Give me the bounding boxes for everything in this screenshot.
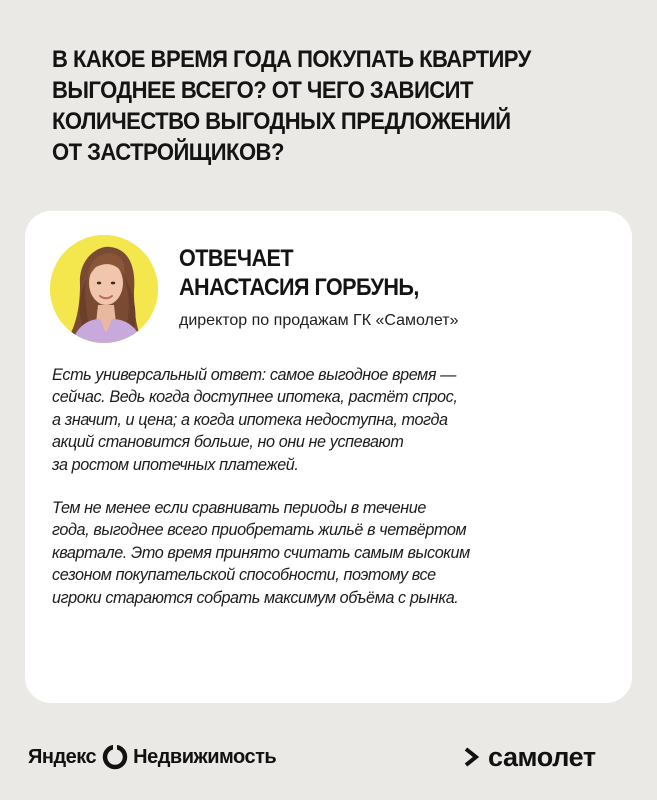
headline-line: ОТ ЗАСТРОЙЩИКОВ? — [52, 139, 284, 166]
answer-line: года, выгоднее всего приобретать жильё в четвёртом — [52, 521, 467, 540]
headline-line: ВЫГОДНЕЕ ВСЕГО? ОТ ЧЕГО ЗАВИСИТ — [52, 77, 473, 104]
answer-line: а значит, и цена; а когда ипотека недоступна, тогда — [52, 410, 448, 429]
answer-line: Тем не менее если сравнивать периоды в течение — [52, 499, 426, 518]
yandex-word: Яндекс — [28, 745, 97, 768]
speaker-avatar — [50, 235, 158, 343]
headline-line: В КАКОЕ ВРЕМЯ ГОДА ПОКУПАТЬ КВАРТИРУ — [52, 46, 531, 73]
speaker-name — [179, 244, 557, 302]
answer-paragraph — [52, 497, 612, 609]
answer-line: Есть универсальный ответ: самое выгодное время — — [52, 366, 456, 384]
headline-line: КОЛИЧЕСТВО ВЫГОДНЫХ ПРЕДЛОЖЕНИЙ — [52, 108, 511, 135]
answer-line: сейчас. Ведь когда доступнее ипотека, растёт спрос, — [52, 388, 458, 407]
realty-word: Недвижимость — [133, 745, 277, 768]
speaker-caption-line: АНАСТАСИЯ ГОРБУНЬ, — [179, 274, 419, 301]
answer-line: за ростом ипотечных платежей. — [52, 455, 299, 474]
speaker-caption-line: ОТВЕЧАЕТ — [179, 245, 294, 272]
speaker-role: директор по продажам ГК «Самолет» — [179, 312, 459, 329]
person-portrait-icon — [50, 235, 158, 343]
samolet-word: самолет — [488, 741, 596, 772]
answer-text — [52, 364, 612, 630]
answer-line: квартале. Это время принято считать самым высоким — [52, 543, 470, 562]
answer-line: акций становится больше, но они не успевают — [52, 433, 404, 452]
answer-paragraph — [52, 364, 612, 476]
samolet-logo — [463, 740, 596, 774]
yandex-realty-ring-icon — [102, 744, 128, 770]
speaker-info — [179, 244, 599, 331]
headline — [52, 44, 565, 168]
answer-card — [25, 211, 632, 703]
yandex-realty-logo — [28, 742, 276, 772]
answer-line: игроки стараются собрать максимум объёма с рынка. — [52, 588, 459, 607]
answer-line: сезоном покупательской способности, поэтому все — [52, 566, 436, 585]
samolet-chevron-icon — [463, 747, 479, 767]
